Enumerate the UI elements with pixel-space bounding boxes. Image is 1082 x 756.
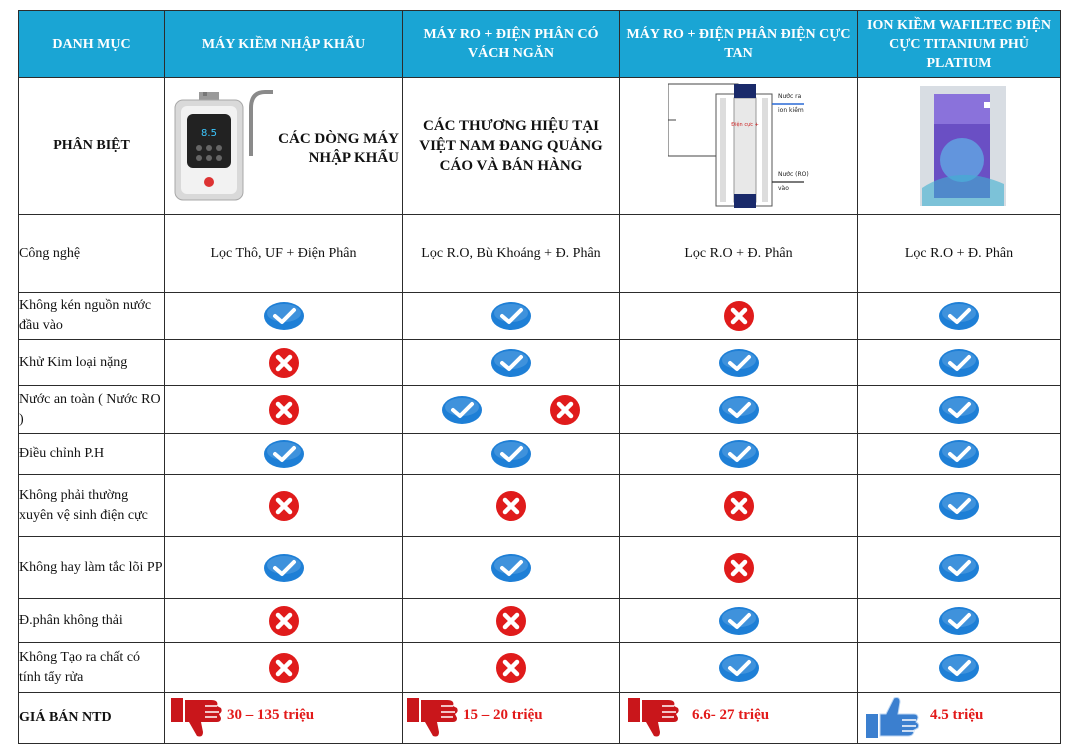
feature-mark [403,643,620,693]
diagram-in-label: Nước (RO) [778,171,809,178]
diagram-out-label-2: ion kiềm [778,107,804,114]
diagram-in-label-2: vào [778,185,789,192]
imported-caption-line1: CÁC DÒNG MÁY [278,131,399,147]
feature-mark [858,340,1061,386]
check-icon [718,653,760,683]
comparison-table [18,10,1061,744]
feature-label: Nước an toàn ( Nước RO ) [19,386,165,434]
feature-mark [620,434,858,475]
feature-mark [620,386,858,434]
feature-mark [403,537,620,599]
check-icon [490,301,532,331]
feature-mark [165,340,403,386]
feature-mark [165,434,403,475]
feature-mark [403,475,620,537]
thumbs-down-icon [171,696,223,743]
check-icon [263,439,305,469]
cross-icon [268,605,300,637]
cross-icon [495,605,527,637]
check-icon [441,395,483,425]
check-icon [718,606,760,636]
check-icon [938,491,980,521]
feature-mark [620,599,858,643]
feature-label: Điều chỉnh P.H [19,434,165,475]
thumbs-up-icon [864,696,920,740]
distinction-wafiltec [858,78,1061,215]
technology-ro-soluble: Lọc R.O + Đ. Phân [620,215,858,293]
header-ro-soluble: MÁY RO + ĐIỆN PHÂN ĐIỆN CỰC TAN [620,11,858,78]
feature-mark [620,475,858,537]
price-wafiltec [858,693,1061,744]
wafiltec-machine-image [918,84,1008,208]
feature-row [19,643,1061,693]
feature-mark [620,340,858,386]
feature-mark [165,475,403,537]
feature-mark [858,643,1061,693]
ionizer-machine-image [169,92,249,204]
technology-ro-membrane: Lọc R.O, Bù Khoáng + Đ. Phân [403,215,620,293]
feature-mark [403,434,620,475]
electrolysis-diagram [668,82,838,212]
brands-caption: CÁC THƯƠNG HIỆU TẠI VIỆT NAM ĐANG QUẢNG CÁO VÀ BÁN HÀNG [419,118,603,174]
check-icon [490,553,532,583]
distinction-row [19,78,1061,215]
header-ro-membrane: MÁY RO + ĐIỆN PHÂN CÓ VÁCH NGĂN [403,11,620,78]
feature-mark [165,643,403,693]
technology-label: Công nghệ [19,215,165,293]
check-icon [490,348,532,378]
cross-icon [268,490,300,522]
header-wafiltec: ION KIỀM WAFILTEC ĐIỆN CỰC TITANIUM PHỦ PLATIUM [858,11,1061,78]
thumbs-down-icon [628,696,680,743]
price-row [19,693,1061,744]
check-icon [263,553,305,583]
check-icon [718,348,760,378]
feature-mark [403,386,620,434]
thumbs-down-icon [407,696,459,743]
feature-label: Không hay làm tắc lõi PP [19,537,165,599]
feature-row [19,537,1061,599]
technology-imported: Lọc Thô, UF + Điện Phân [165,215,403,293]
feature-mark [403,599,620,643]
thumbs-up-icon [864,696,920,745]
price-value: 30 – 135 triệu [227,707,315,723]
feature-row [19,434,1061,475]
cross-icon [268,347,300,379]
feature-mark [620,537,858,599]
header-category: DANH MỤC [19,11,165,78]
technology-wafiltec: Lọc R.O + Đ. Phân [858,215,1061,293]
feature-row [19,386,1061,434]
cross-icon [723,552,755,584]
technology-row [19,215,1061,293]
feature-row [19,475,1061,537]
check-icon [718,439,760,469]
feature-label: Đ.phân không thải [19,599,165,643]
feature-mark [620,293,858,340]
feature-label: Không kén nguồn nước đầu vào [19,293,165,340]
thumbs-down-icon [171,696,223,738]
feature-mark [620,643,858,693]
distinction-ro-membrane [403,78,620,215]
feature-row [19,340,1061,386]
header-imported: MÁY KIỀM NHẬP KHẨU [165,11,403,78]
feature-mark [165,386,403,434]
distinction-ro-soluble [620,78,858,215]
check-icon [490,439,532,469]
price-value: 4.5 triệu [930,707,984,723]
feature-mark [858,537,1061,599]
feature-mark [165,599,403,643]
feature-row [19,599,1061,643]
cross-icon [268,394,300,426]
distinction-imported [165,78,403,215]
check-icon [263,301,305,331]
feature-label: Không phải thường xuyên vệ sinh điện cực [19,475,165,537]
feature-mark [858,386,1061,434]
feature-mark [165,293,403,340]
svg-text:8.5: 8.5 [201,128,217,139]
header-row [19,11,1061,78]
price-ro-soluble [620,693,858,744]
thumbs-down-icon [628,696,680,738]
thumbs-down-icon [407,696,459,738]
feature-mark [403,293,620,340]
cross-icon [549,394,581,426]
check-icon [938,553,980,583]
feature-mark [403,340,620,386]
imported-caption-line2: NHẬP KHẨU [308,150,399,166]
cross-icon [723,490,755,522]
feature-mark [165,537,403,599]
check-icon [938,653,980,683]
price-imported [165,693,403,744]
check-icon [938,348,980,378]
feature-label: Không Tạo ra chất có tính tẩy rửa [19,643,165,693]
diagram-out-label: Nước ra [778,93,802,100]
cross-icon [495,490,527,522]
check-icon [938,606,980,636]
check-icon [938,439,980,469]
cross-icon [268,652,300,684]
feature-row [19,293,1061,340]
distinction-label: PHÂN BIỆT [19,78,165,215]
feature-mark [858,434,1061,475]
price-value: 15 – 20 triệu [463,707,543,723]
check-icon [718,395,760,425]
check-icon [938,301,980,331]
feature-label: Khử Kim loại nặng [19,340,165,386]
diagram-center-label: Điện cực + [731,122,759,128]
price-label: GIÁ BÁN NTD [19,693,165,744]
cross-icon [495,652,527,684]
check-icon [938,395,980,425]
feature-mark [858,475,1061,537]
price-value: 6.6- 27 triệu [692,707,770,723]
cross-icon [723,300,755,332]
price-ro-membrane [403,693,620,744]
feature-mark [858,599,1061,643]
feature-mark [858,293,1061,340]
